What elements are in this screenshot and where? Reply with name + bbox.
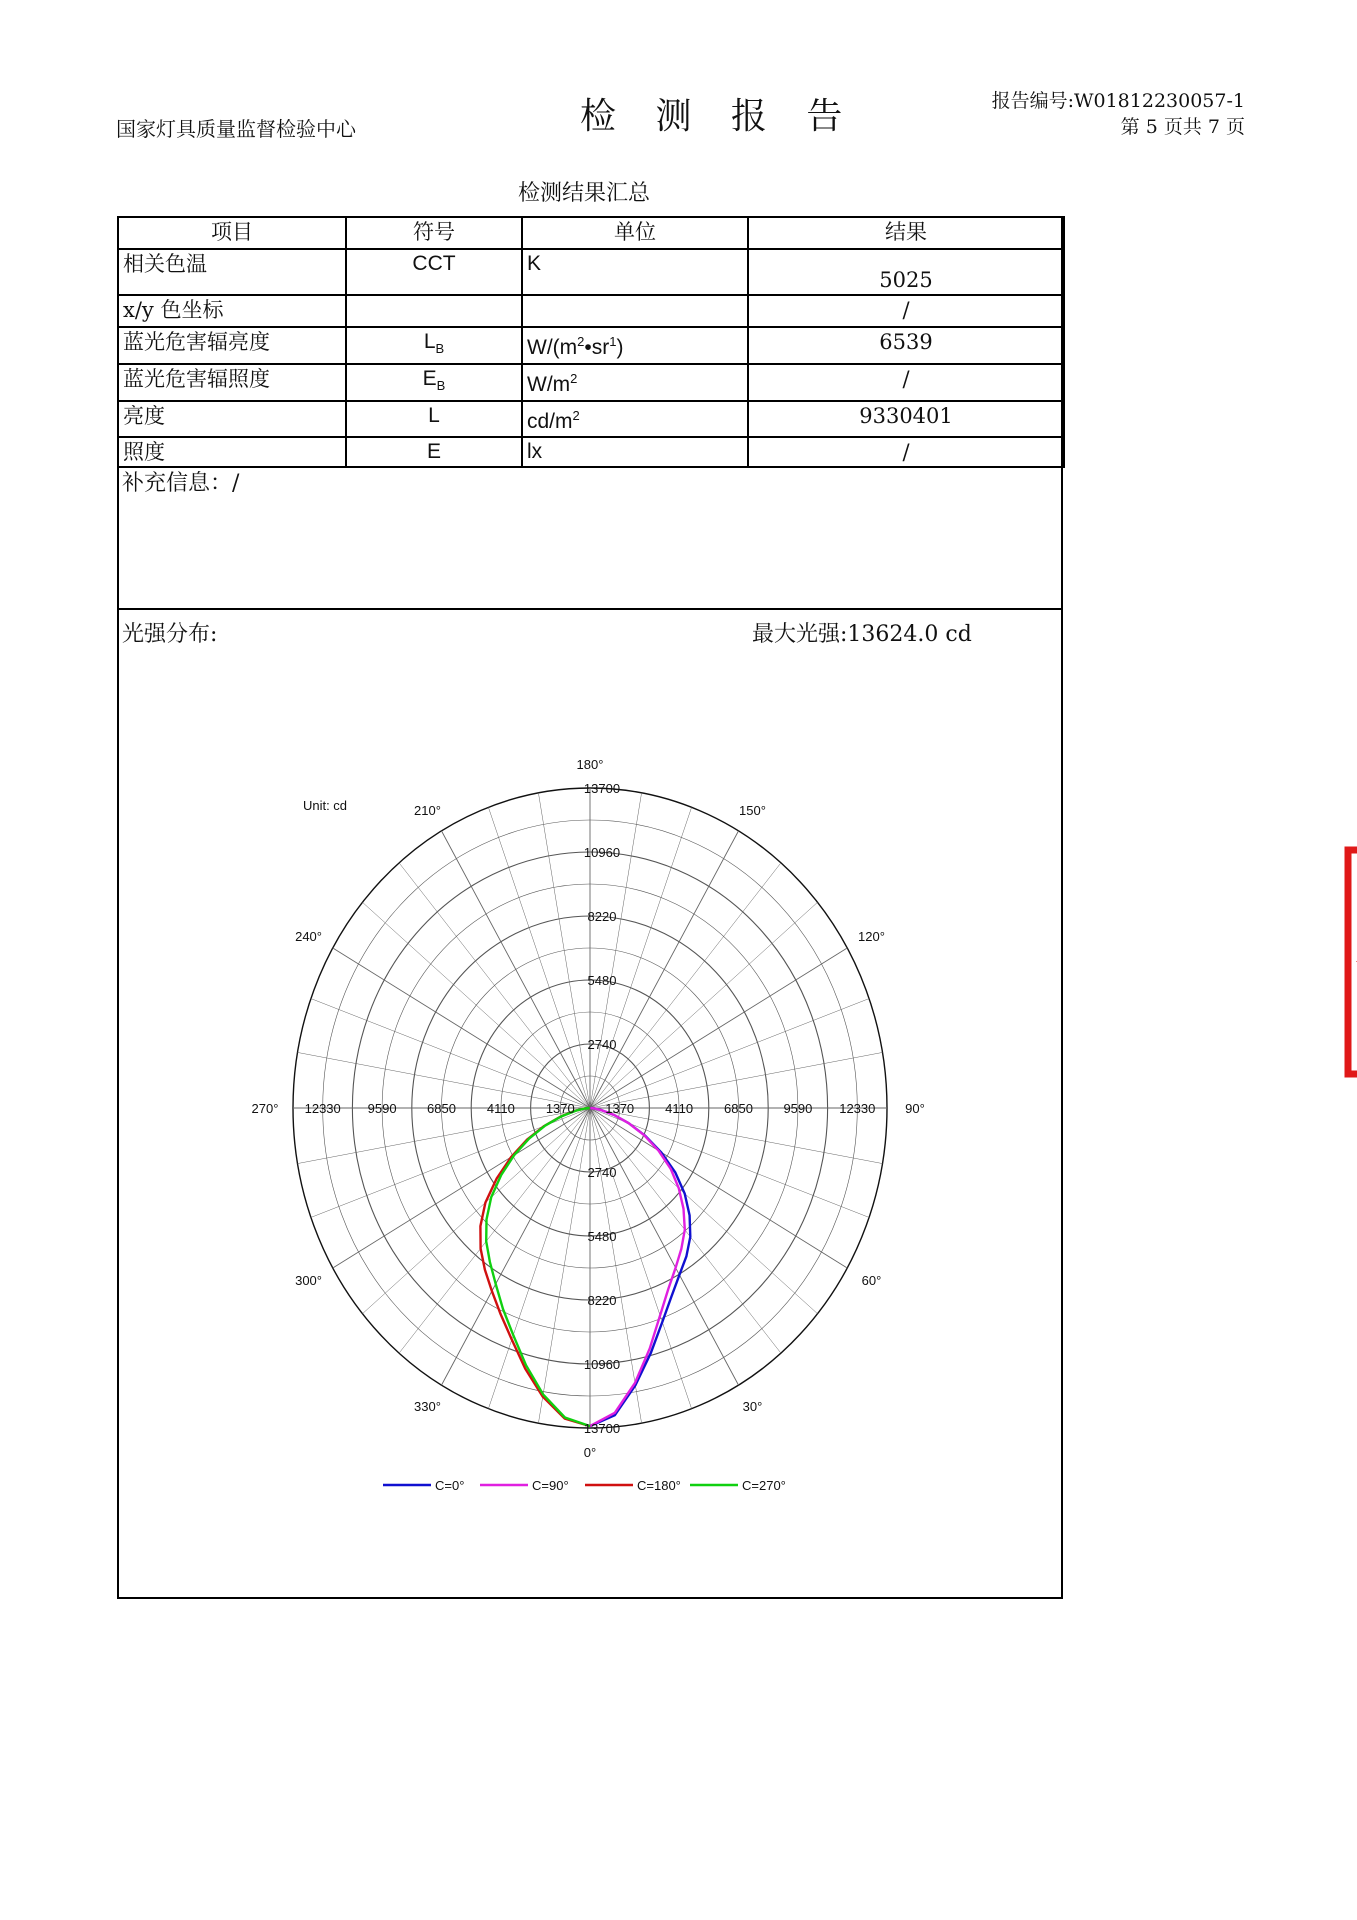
- header-symbol: 符号: [346, 217, 522, 249]
- grid-spoke: [399, 863, 590, 1108]
- horizontal-tick-left: 9590: [367, 1101, 397, 1116]
- symbol-sub: B: [435, 341, 445, 357]
- unit-pre: W/m: [527, 373, 571, 397]
- radial-tick-lower: 2740: [587, 1165, 617, 1180]
- extra-info: 补充信息：/: [122, 471, 240, 496]
- polar-legend: [383, 1478, 786, 1493]
- radial-tick-lower: 10960: [583, 1357, 621, 1372]
- horizontal-tick-left: 4110: [486, 1101, 515, 1116]
- symbol-main: E: [422, 367, 437, 391]
- legend-label: C=0°: [435, 1478, 465, 1493]
- cell-result: /: [748, 437, 1064, 467]
- unit-label: Unit: cd: [302, 798, 348, 813]
- angle-label: 240°: [295, 929, 322, 944]
- radial-tick-lower: 13700: [583, 1421, 621, 1436]
- symbol-main: L: [423, 330, 436, 353]
- horizontal-tick-right: 4110: [665, 1101, 694, 1116]
- radial-tick-upper: 8220: [587, 909, 617, 924]
- angle-label: 30°: [742, 1398, 763, 1414]
- grid-spoke: [587, 902, 818, 1108]
- unit-sup2: 1: [609, 334, 617, 349]
- cell-unit: lx: [522, 437, 748, 467]
- horizontal-tick-right: 12330: [839, 1101, 876, 1116]
- cell-result: 9330401: [748, 401, 1064, 437]
- unit-post: ): [616, 336, 624, 359]
- grid-spoke: [587, 1108, 818, 1314]
- legend-label: C=270°: [742, 1478, 786, 1493]
- horizontal-tick-left: 1370: [545, 1101, 575, 1116]
- unit-sup1: 2: [570, 371, 578, 387]
- horizontal-tick-left: 12330: [304, 1101, 341, 1116]
- angle-label: 150°: [739, 803, 766, 819]
- distribution-label: 光强分布:: [122, 622, 218, 647]
- cell-symbol: CCT: [346, 249, 522, 295]
- angle-label: 0°: [583, 1445, 597, 1460]
- cell-item: 蓝光危害辐亮度: [118, 327, 346, 364]
- org-name: 国家灯具质量监督检验中心: [116, 117, 356, 141]
- unit-sup1: 2: [577, 334, 585, 349]
- max-intensity: 最大光强:13624.0 cd: [752, 622, 972, 647]
- radial-tick-upper: 2740: [587, 1037, 617, 1052]
- report-number: 报告编号:W01812230057-1: [991, 90, 1245, 112]
- grid-spoke: [333, 1108, 590, 1268]
- header-unit: 单位: [522, 217, 748, 249]
- angle-label: 120°: [858, 929, 885, 944]
- legend-label: C=90°: [532, 1478, 569, 1493]
- cell-item: 蓝光危害辐照度: [118, 364, 346, 401]
- summary-title: 检测结果汇总: [518, 181, 651, 206]
- angle-label: 60°: [861, 1273, 882, 1288]
- horizontal-tick-right: 1370: [605, 1101, 635, 1116]
- unit-sup1: 2: [572, 408, 580, 424]
- radial-tick-upper: 10960: [583, 845, 621, 860]
- polar-series: [480, 1108, 690, 1426]
- grid-spoke: [399, 1108, 590, 1353]
- unit-mid: •sr: [584, 336, 610, 359]
- header-result: 结果: [748, 217, 1064, 249]
- radial-tick-lower: 8220: [587, 1293, 617, 1308]
- cell-result: /: [748, 295, 1064, 327]
- angle-label: 300°: [295, 1273, 322, 1288]
- report-title: 检 测 报 告: [580, 96, 857, 137]
- grid-spoke: [587, 863, 781, 1108]
- grid-spoke: [587, 948, 847, 1108]
- angle-label: 330°: [414, 1398, 441, 1414]
- legend-label: C=180°: [637, 1478, 681, 1493]
- radial-tick-upper: 5480: [587, 973, 617, 988]
- page-number: 第 5 页共 7 页: [1120, 116, 1245, 138]
- angle-label: 180°: [576, 757, 604, 772]
- horizontal-tick-left: 6850: [427, 1101, 456, 1116]
- angle-label: 210°: [414, 803, 441, 819]
- cell-result: 5025: [748, 249, 1064, 295]
- grid-spoke: [333, 948, 590, 1108]
- unit-pre: W/(m: [527, 336, 578, 359]
- symbol-sub: B: [436, 378, 446, 394]
- horizontal-tick-right: 9590: [783, 1101, 813, 1116]
- radial-tick-lower: 5480: [587, 1229, 617, 1244]
- angle-label: 90°: [905, 1101, 925, 1116]
- grid-spoke: [587, 1108, 847, 1268]
- horizontal-tick-right: 6850: [724, 1101, 753, 1116]
- cell-symbol: L: [346, 401, 522, 437]
- cell-result: /: [748, 364, 1064, 401]
- grid-spoke: [442, 831, 591, 1108]
- grid-spoke: [362, 1108, 590, 1314]
- seal-stamp: [1334, 842, 1357, 1082]
- cell-symbol: E: [346, 437, 522, 467]
- angle-label: 270°: [251, 1101, 279, 1116]
- grid-spoke: [587, 1108, 739, 1385]
- cell-item: 照度: [118, 437, 346, 467]
- header-item: 项目: [118, 217, 346, 249]
- cell-unit: K: [522, 249, 748, 295]
- cell-result: 6539: [748, 327, 1064, 364]
- cell-item: x/y 色坐标: [118, 295, 346, 327]
- cell-item: 亮度: [118, 401, 346, 437]
- grid-spoke: [587, 831, 739, 1108]
- unit-pre: cd/m: [527, 410, 573, 434]
- cell-item: 相关色温: [118, 249, 346, 295]
- radial-tick-upper: 13700: [583, 781, 621, 796]
- grid-spoke: [362, 902, 590, 1108]
